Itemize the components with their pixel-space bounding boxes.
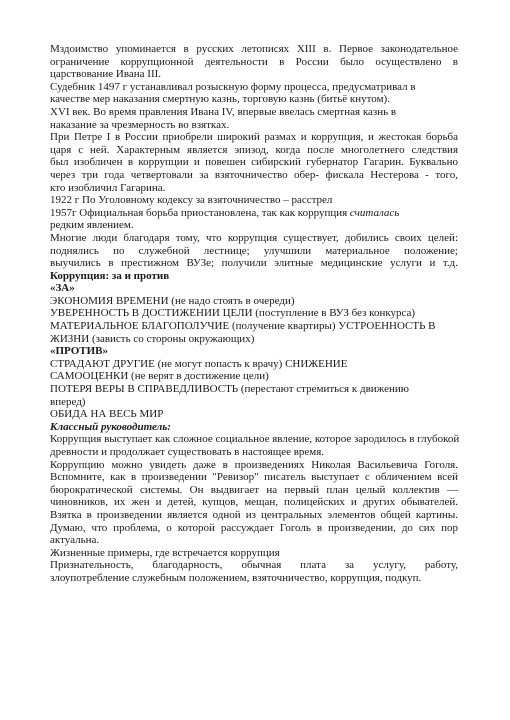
text-line: [50, 207, 458, 220]
text-line-content: «ЗА»: [50, 282, 75, 295]
text-line-content: ограничение коррупционной деятельности в России было осуществлено в: [50, 55, 458, 68]
text-line-content: Коррупция выступает как сложное социальное явление, которое зародилось в глубокой: [50, 433, 460, 446]
text-line-content: Думаю, что проблема, о которой рассуждает Гоголь в произведении, до сих пор: [50, 521, 458, 534]
text-line-content: 1957г Официальная борьба приостановлена, так как коррупция: [50, 206, 350, 219]
text-line: [50, 43, 458, 56]
text-line: [50, 408, 458, 421]
text-line: [50, 169, 458, 182]
text-line-content: царствование Ивана III.: [50, 68, 162, 81]
text-line: [50, 282, 458, 295]
text-line: [50, 56, 458, 69]
text-line-content: Жизненные примеры, где встречается коррупция: [50, 546, 280, 559]
text-line-content: ОБИДА НА ВЕСЬ МИР: [50, 408, 164, 421]
text-line-content: XVI век. Во время правления Ивана IV, впервые ввелась смертная казнь в: [50, 105, 397, 118]
text-line: [50, 245, 458, 258]
text-line-content: ПОТЕРЯ ВЕРЫ В СПРАВЕДЛИВОСТЬ (перестают стремиться к движению: [50, 383, 409, 396]
text-line-content: чиновников, их жен и детей, купцов, мещан, полицейских и других обывателей.: [50, 496, 458, 509]
text-line: [50, 559, 458, 572]
text-line: [50, 333, 458, 346]
text-line-content: УВЕРЕННОСТЬ В ДОСТИЖЕНИИ ЦЕЛИ (поступление в ВУЗ без конкурса): [50, 307, 416, 320]
text-line-content: САМООЦЕНКИ (не верят в достижение цели): [50, 370, 269, 383]
text-line: [50, 484, 458, 497]
text-line: [50, 421, 458, 434]
text-line-content: Признательность, благодарность, обычная плата за услугу, работу,: [50, 559, 458, 572]
text-line: [50, 144, 458, 157]
text-line: [50, 194, 458, 207]
text-line: [50, 156, 458, 169]
text-line: [50, 358, 458, 371]
text-line: [50, 295, 458, 308]
text-line-content: вперед): [50, 395, 86, 408]
text-line: [50, 68, 458, 81]
text-line: [50, 307, 458, 320]
text-line: [50, 119, 458, 132]
text-line-content: СТРАДАЮТ ДРУГИЕ (не могут попасть к врачу) СНИЖЕНИЕ: [50, 357, 348, 370]
text-line-content: редким явлением.: [50, 219, 134, 232]
text-line: [50, 257, 458, 270]
text-line: [50, 471, 458, 484]
text-line: [50, 572, 458, 585]
text-line-content: актуальна.: [50, 534, 100, 547]
text-line-content: При Петре I в России приобрели широкий размах и коррупция, и жестокая борьба: [50, 131, 458, 144]
text-line: [50, 534, 458, 547]
text-line-content: Коррупцию можно увидеть даже в произведениях Николая Васильевича Гоголя.: [50, 458, 458, 471]
text-line-content: Мздоимство упоминается в русских летописях XIII в. Первое законодательное: [50, 43, 458, 55]
text-line-content: ЭКОНОМИЯ ВРЕМЕНИ (не надо стоять в очереди): [50, 294, 295, 307]
text-line: [50, 93, 458, 106]
text-line: [50, 446, 458, 459]
text-line-content: Взятка в произведении является одной из центральных элементов общей картины.: [50, 508, 458, 521]
text-line-content: наказание за чрезмерность во взятках.: [50, 118, 230, 131]
text-line-content: Классный руководитель:: [50, 420, 171, 433]
text-line: [50, 345, 458, 358]
text-line: [50, 509, 458, 522]
text-line-content: через три года четвертовали за взяточничество обер- фискала Нестерова - того,: [50, 168, 458, 181]
text-line: [50, 219, 458, 232]
text-line: [50, 370, 458, 383]
text-line-content: бюрократической системы. Он выдвигает на первый план целый коллектив —: [50, 483, 458, 496]
text-line-content: кто изобличил Гагарина.: [50, 181, 166, 194]
text-line-content: царя с ней. Характерным является эпизод, когда после многолетнего следствия: [50, 143, 458, 156]
text-line: [50, 81, 458, 94]
text-line-content: злоупотребление служебным положением, взяточничество, коррупция, подкуп.: [50, 571, 422, 584]
text-line: [50, 433, 458, 446]
text-line-content: Вспомните, как в произведении "Ревизор" писатель выступает с обличением всей: [50, 471, 458, 484]
text-line: [50, 396, 458, 409]
text-line: [50, 182, 458, 195]
italic-word: считалась: [349, 206, 400, 219]
text-line-content: Коррупция: за и против: [50, 269, 170, 282]
text-line: [50, 383, 458, 396]
text-line: [50, 106, 458, 119]
text-line: [50, 232, 458, 245]
text-line-content: был изобличен в коррупции и повешен сибирский губернатор Гагарин. Буквально: [50, 156, 458, 169]
text-line: [50, 547, 458, 560]
text-line-content: качестве мер наказания смертную казнь, торговую казнь (битьё кнутом).: [50, 93, 390, 106]
text-line: [50, 522, 458, 535]
text-line-content: «ПРОТИВ»: [50, 345, 108, 358]
text-line: [50, 320, 458, 333]
text-line: [50, 131, 458, 144]
text-line-content: поднялись по служебной лестнице; улучшили материальное положение;: [50, 244, 458, 257]
text-line-content: ЖИЗНИ (зависть со стороны окружающих): [50, 332, 255, 345]
text-line-content: выучились в престижном ВУЗе; получили элитные медицинские услуги и т.д.: [50, 257, 458, 270]
text-line: [50, 496, 458, 509]
text-line-content: 1922 г По Уголовному кодексу за взяточничество – расстрел: [50, 194, 333, 207]
text-line: [50, 270, 458, 283]
text-line-content: Многие люди благодаря тому, что коррупция существует, добились своих целей:: [50, 231, 458, 244]
text-line-content: древности и продолжает существовать в настоящее время.: [50, 446, 325, 458]
text-line-content: Судебник 1497 г устанавливал розыскную форму процесса, предусматривал в: [50, 80, 416, 93]
text-line-content: МАТЕРИАЛЬНОЕ БЛАГОПОЛУЧИЕ (получение квартиры) УСТРОЕННОСТЬ В: [50, 320, 436, 333]
text-line: [50, 459, 458, 472]
